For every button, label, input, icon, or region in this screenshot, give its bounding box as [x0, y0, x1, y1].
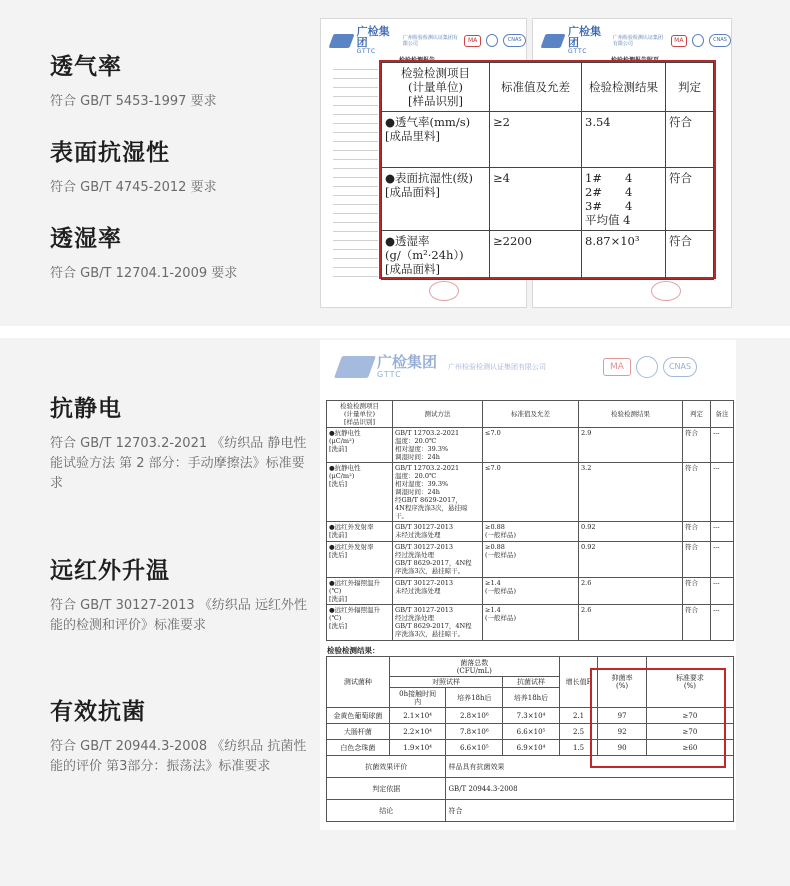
count-cell: 6.6×10⁵ [446, 740, 503, 756]
header-cell: 测试方法 [393, 401, 483, 428]
item-cell: ●远红外发射率 [洗前] [327, 522, 393, 542]
header-cell: 检验检测项目 (计量单位) [样品识别] [382, 63, 490, 112]
req-cell: ≥70 [646, 724, 733, 740]
feature-desc: 符合 GB/T 5453-1997 要求 [50, 94, 217, 109]
feature-moisture-permeability [50, 224, 308, 284]
result-cell: 1# 4 2# 4 3# 4 平均值 4 [582, 168, 666, 231]
feature-title: 透湿率 [50, 226, 122, 252]
value-cell: GB/T 20944.3-2008 [446, 778, 734, 800]
feature-title: 远红外升温 [50, 558, 170, 584]
std-cell: ≥2200 [490, 231, 582, 280]
header-cell: 标准要求 (%) [646, 657, 733, 708]
table-row [327, 605, 734, 641]
feature-title: 有效抗菌 [50, 699, 146, 725]
std-cell: ≥1.4 (一般样品) [483, 578, 579, 605]
feature-breathability [50, 52, 308, 112]
header-cell: 抑菌率 (%) [598, 657, 647, 708]
lab-logo-cn: 广检集团 [356, 25, 390, 49]
value-cell: 样品具有抗菌效果 [446, 756, 734, 778]
cnas-mark: CNAS [503, 34, 526, 47]
note-cell: --- [711, 542, 734, 578]
gttc-logo-icon [328, 34, 354, 48]
feature-desc: 符合 GB/T 30127-2013 《纺织品 远红外性能的检测和评价》标准要求 [50, 598, 307, 633]
std-cell: ≥0.88 (一般样品) [483, 542, 579, 578]
verdict-cell: 符合 [683, 428, 711, 463]
report-stamp [429, 281, 459, 301]
header-cell: 0h接触时间 内 [389, 688, 446, 708]
report-left-column [333, 69, 378, 285]
verdict-cell: 符合 [666, 168, 714, 231]
count-cell: 1.9×10⁴ [389, 740, 446, 756]
verdict-cell: 符合 [666, 231, 714, 280]
feature-antibacterial [50, 697, 308, 777]
strain-cell: 大肠杆菌 [327, 724, 390, 740]
item-cell: ●抗静电性 (μC/m²) [洗后] [327, 463, 393, 522]
req-cell: ≥60 [646, 740, 733, 756]
table-row [327, 428, 734, 463]
note-cell: --- [711, 428, 734, 463]
item-cell: ●表面抗湿性(级) [成品面料] [382, 168, 490, 231]
feature-title: 透气率 [50, 54, 122, 80]
overlay-results-table [381, 62, 714, 280]
lab-logo [338, 354, 697, 379]
std-cell: ≥0.88 (一般样品) [483, 522, 579, 542]
item-cell: ●远红外发射率 [洗后] [327, 542, 393, 578]
count-cell: 2.2×10⁴ [389, 724, 446, 740]
method-cell: GB/T 30127-2013 经过洗涤处理 GB/T 8629-2017，4N程 序洗涤3次，悬挂晾干。 [393, 605, 483, 641]
result-cell: 3.2 [579, 463, 683, 522]
method-cell: GB/T 12703.2-2021 温度：20.0℃ 相对湿度：39.3% 调湿时间：24h [393, 428, 483, 463]
verdict-cell: 符合 [683, 542, 711, 578]
item-cell: ●透湿率 (g/（m²·24h）) [成品面料] [382, 231, 490, 280]
item-cell: ●远红外辐照温升 (℃) [洗后] [327, 605, 393, 641]
table-row [382, 168, 714, 231]
item-cell: ●抗静电性 (μC/m²) [洗前] [327, 428, 393, 463]
cma-seal-icon: MA [603, 358, 631, 376]
note-cell: --- [711, 522, 734, 542]
req-cell: ≥70 [646, 708, 733, 724]
cnas-mark: CNAS [709, 34, 731, 47]
method-cell: GB/T 30127-2013 未经过洗涤处理 [393, 578, 483, 605]
count-cell: 2.1×10⁴ [389, 708, 446, 724]
strain-cell: 白色念珠菌 [327, 740, 390, 756]
header-cell: 检验检测结果 [579, 401, 683, 428]
lab-logo-en: GTTC [567, 48, 588, 55]
note-cell: --- [711, 578, 734, 605]
header-cell: 对照试样 [389, 677, 502, 688]
header-cell: 抗菌试样 [503, 677, 560, 688]
ilac-mark-icon [692, 34, 704, 47]
cma-seal-icon: MA [671, 35, 688, 47]
lab-org-name: 广州检验检测认证集团有限公司 [612, 34, 663, 47]
result-cell: 0.92 [579, 522, 683, 542]
detail-results-table [326, 400, 734, 641]
std-cell: ≤7.0 [483, 428, 579, 463]
label-cell: 判定依据 [327, 778, 446, 800]
std-cell: ≥4 [490, 168, 582, 231]
header-cell: 判定 [683, 401, 711, 428]
feature-title: 抗静电 [50, 396, 122, 422]
result-cell: 3.54 [582, 112, 666, 168]
feature-title: 表面抗湿性 [50, 140, 170, 166]
table-row [382, 112, 714, 168]
rate-cell: 97 [598, 708, 647, 724]
count-cell: 7.3×10⁴ [503, 708, 560, 724]
cnas-mark: CNAS [663, 357, 697, 377]
feature-desc: 符合 GB/T 12704.1-2009 要求 [50, 266, 238, 281]
header-cell: 培养18h后 [446, 688, 503, 708]
header-cell: 测试菌种 [327, 657, 390, 708]
verdict-cell: 符合 [683, 578, 711, 605]
item-cell: ●远红外辐照温升 (℃) [洗前] [327, 578, 393, 605]
cma-seal-icon: MA [464, 35, 481, 47]
label-cell: 结论 [327, 800, 446, 822]
item-cell: ●透气率(mm/s) [成品里料] [382, 112, 490, 168]
lab-org-name: 广州检验检测认证集团有限公司 [402, 34, 458, 47]
header-cell: 增长值F [559, 657, 597, 708]
result-cell: 2.6 [579, 605, 683, 641]
result-cell: 0.92 [579, 542, 683, 578]
report-stamp [651, 281, 681, 301]
feature-far-infrared [50, 556, 308, 636]
header-cell: 标准值及允差 [490, 63, 582, 112]
lab-logo-cn: 广检集团 [567, 25, 601, 49]
strain-cell: 金黄色葡萄球菌 [327, 708, 390, 724]
header-cell: 标准值及允差 [483, 401, 579, 428]
feature-wet-resistance [50, 138, 308, 198]
feature-desc: 符合 GB/T 20944.3-2008 《纺织品 抗菌性能的评价 第3部分：振荡法》标准要求 [50, 739, 307, 774]
ilac-mark-icon [636, 356, 658, 378]
table-row [327, 463, 734, 522]
highlight-antibacterial-rate [590, 668, 726, 768]
highlight-results-table [379, 60, 716, 279]
note-cell: --- [711, 605, 734, 641]
header-cell: 检验检测项目 (计量单位) [样品识别] [327, 401, 393, 428]
method-cell: GB/T 12703.2-2021 温度：20.0℃ 相对湿度：39.3% 调湿时间：24h 经GB/T 8629-2017， 4N程序洗涤3次，悬挂晾 干。 [393, 463, 483, 522]
std-cell: ≤7.0 [483, 463, 579, 522]
table-header-row [382, 63, 714, 112]
std-cell: ≥1.4 (一般样品) [483, 605, 579, 641]
std-cell: ≥2 [490, 112, 582, 168]
header-cell: 判定 [666, 63, 714, 112]
result-cell: 2.6 [579, 578, 683, 605]
rate-cell: 92 [598, 724, 647, 740]
table-row [382, 231, 714, 280]
result-cell: 8.87×10³ [582, 231, 666, 280]
count-cell: 6.9×10⁴ [503, 740, 560, 756]
count-cell: 7.8×10⁶ [446, 724, 503, 740]
table-row [327, 542, 734, 578]
verdict-cell: 符合 [683, 522, 711, 542]
growth-cell: 2.5 [559, 724, 597, 740]
growth-cell: 1.5 [559, 740, 597, 756]
lab-logo-en: GTTC [377, 370, 402, 379]
table-row [327, 778, 734, 800]
ilac-mark-icon [486, 34, 498, 47]
feature-antistatic [50, 394, 308, 494]
rate-cell: 90 [598, 740, 647, 756]
feature-desc: 符合 GB/T 4745-2012 要求 [50, 180, 217, 195]
method-cell: GB/T 30127-2013 未经过洗涤处理 [393, 522, 483, 542]
value-cell: 符合 [446, 800, 734, 822]
header-cell: 菌落总数 (CFU/mL) [389, 657, 559, 677]
method-cell: GB/T 30127-2013 经过洗涤处理 GB/T 8629-2017，4N程 序洗涤3次，悬挂晾干。 [393, 542, 483, 578]
lab-logo-cn: 广检集团 [377, 353, 438, 371]
header-cell: 培养18h后 [503, 688, 560, 708]
table-header-row [327, 401, 734, 428]
result-cell: 2.9 [579, 428, 683, 463]
note-cell: --- [711, 463, 734, 522]
lab-org-name: 广州检验检测认证集团有限公司 [448, 362, 547, 371]
gttc-logo-icon [334, 356, 376, 378]
table-row [327, 578, 734, 605]
table-row [327, 800, 734, 822]
gttc-logo-icon [540, 34, 565, 48]
table-row [327, 522, 734, 542]
header-cell: 检验检测结果 [582, 63, 666, 112]
growth-cell: 2.1 [559, 708, 597, 724]
label-cell: 抗菌效果评价 [327, 756, 446, 778]
lab-logo [543, 26, 731, 55]
verdict-cell: 符合 [683, 605, 711, 641]
header-cell: 备注 [711, 401, 734, 428]
verdict-cell: 符合 [683, 463, 711, 522]
verdict-cell: 符合 [666, 112, 714, 168]
lab-logo-en: GTTC [356, 48, 377, 55]
lab-logo [331, 26, 526, 55]
antibacterial-section-title: 检验检测结果： [327, 646, 380, 655]
count-cell: 6.6×10⁵ [503, 724, 560, 740]
feature-desc: 符合 GB/T 12703.2-2021 《纺织品 静电性能试验方法 第 2 部分：手动摩擦法》标准要求 [50, 436, 307, 491]
count-cell: 2.8×10⁶ [446, 708, 503, 724]
